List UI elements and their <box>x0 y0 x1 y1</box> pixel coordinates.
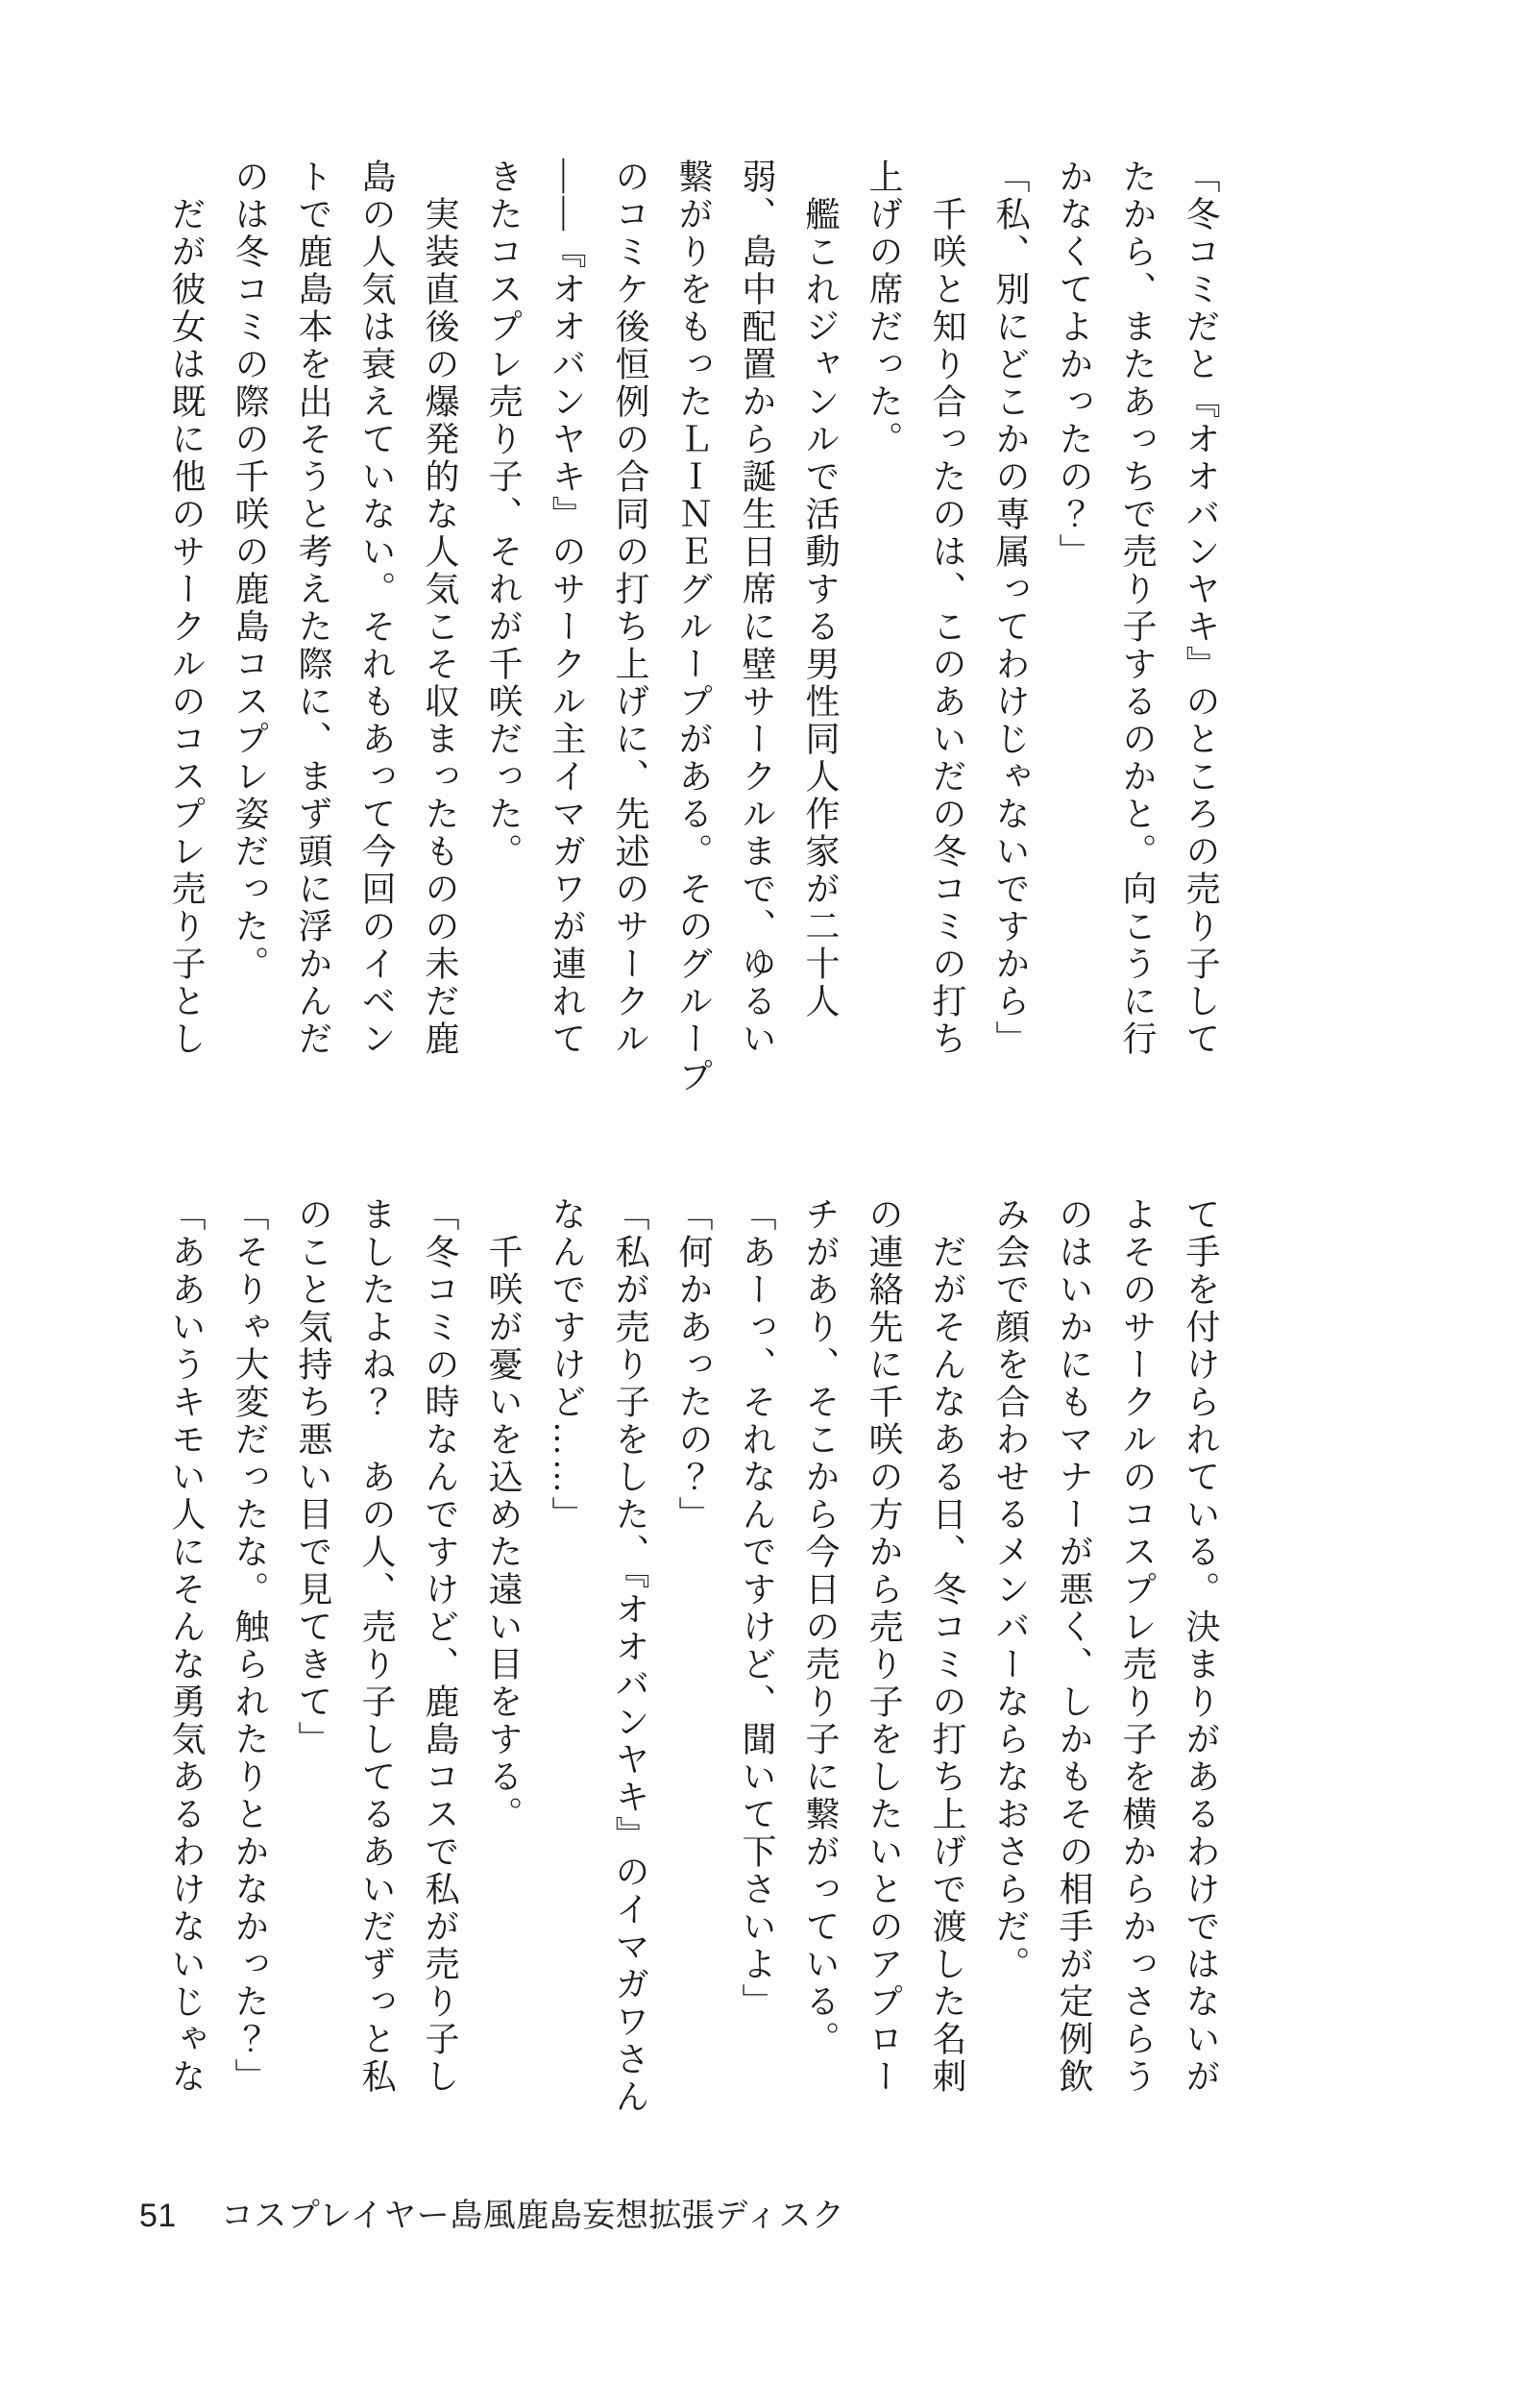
text-line: だがそんなある日、冬コミの打ち上げで渡した名刺 <box>928 1196 966 2096</box>
text-line: 「そりゃ大変だったな。触られたりとかなかった？」 <box>231 1196 269 2096</box>
text-line: 「冬コミだと『オオバンヤキ』のところの売り子して <box>1182 159 1220 1058</box>
text-line: よそのサークルのコスプレ売り子を横からかっさらう <box>1118 1196 1157 2096</box>
text-line: て手を付けられている。決まりがあるわけではないが <box>1182 1196 1220 2096</box>
text-line: 艦これジャンルで活動する男性同人作家が二十人 <box>801 159 840 1020</box>
text-line: 千咲と知り合ったのは、このあいだの冬コミの打ち <box>928 159 966 1058</box>
text-line: 「私、別にどこかの専属ってわけじゃないですから」 <box>991 159 1030 1058</box>
text-line: たから、またあっちで売り子するのかと。向こうに行 <box>1118 159 1157 1058</box>
text-line: のはいかにもマナーが悪く、しかもその相手が定例飲 <box>1055 1196 1093 2096</box>
text-line: 弱、島中配置から誕生日席に壁サークルまで、ゆるい <box>738 159 776 1058</box>
text-block-bottom <box>155 1196 1232 2116</box>
text-line: み会で顔を合わせるメンバーならなおさらだ。 <box>991 1196 1030 1983</box>
text-line: のコミケ後恒例の合同の打ち上げに、先述のサークル <box>611 159 649 1058</box>
text-line: だが彼女は既に他のサークルのコスプレ売り子とし <box>167 159 206 1058</box>
running-title: コスプレイヤー島風鹿島妄想拡張ディスク <box>220 2198 845 2234</box>
text-line: なんですけど……」 <box>548 1196 586 1534</box>
text-line: ――『オオバンヤキ』のサークル主イマガワが連れて <box>548 159 586 1058</box>
text-line: ましたよね？ あの人、売り子してるあいだずっと私 <box>357 1196 396 2096</box>
text-line: 実装直後の爆発的な人気こそ収まったものの未だ鹿 <box>421 159 459 1058</box>
text-line: の連絡先に千咲の方から売り子をしたいとのアプロー <box>865 1196 903 2096</box>
text-line: きたコスプレ売り子、それが千咲だった。 <box>484 159 523 871</box>
text-line: のこと気持ち悪い目で見てきて」 <box>294 1196 332 1758</box>
text-line: 「ああいうキモい人にそんな勇気あるわけないじゃな <box>167 1196 206 2096</box>
text-block-top <box>155 159 1232 1095</box>
page-footer <box>139 2194 845 2238</box>
text-line: 「あーっ、それなんですけど、聞いて下さいよ」 <box>738 1196 776 2021</box>
text-line: 繋がりをもったＬＩＮＥグループがある。そのグループ <box>674 159 713 1095</box>
text-line: 「冬コミの時なんですけど、鹿島コスで私が売り子し <box>421 1196 459 2096</box>
text-line: チがあり、そこから今日の売り子に繋がっている。 <box>801 1196 840 2058</box>
text-line: かなくてよかったの？」 <box>1055 159 1093 571</box>
text-line: のは冬コミの際の千咲の鹿島コスプレ姿だった。 <box>231 159 269 983</box>
text-line: 上げの席だった。 <box>865 159 903 458</box>
text-line: 「私が売り子をした、『オオバンヤキ』のイマガワさん <box>611 1196 649 2116</box>
page-number: 51 <box>139 2198 177 2234</box>
text-line: 千咲が憂いを込めた遠い目をする。 <box>484 1196 523 1833</box>
text-line: 島の人気は衰えていない。それもあって今回のイベン <box>357 159 396 1058</box>
text-line: トで鹿島本を出そうと考えた際に、まず頭に浮かんだ <box>294 159 332 1058</box>
text-line: 「何かあったの？」 <box>674 1196 713 1534</box>
